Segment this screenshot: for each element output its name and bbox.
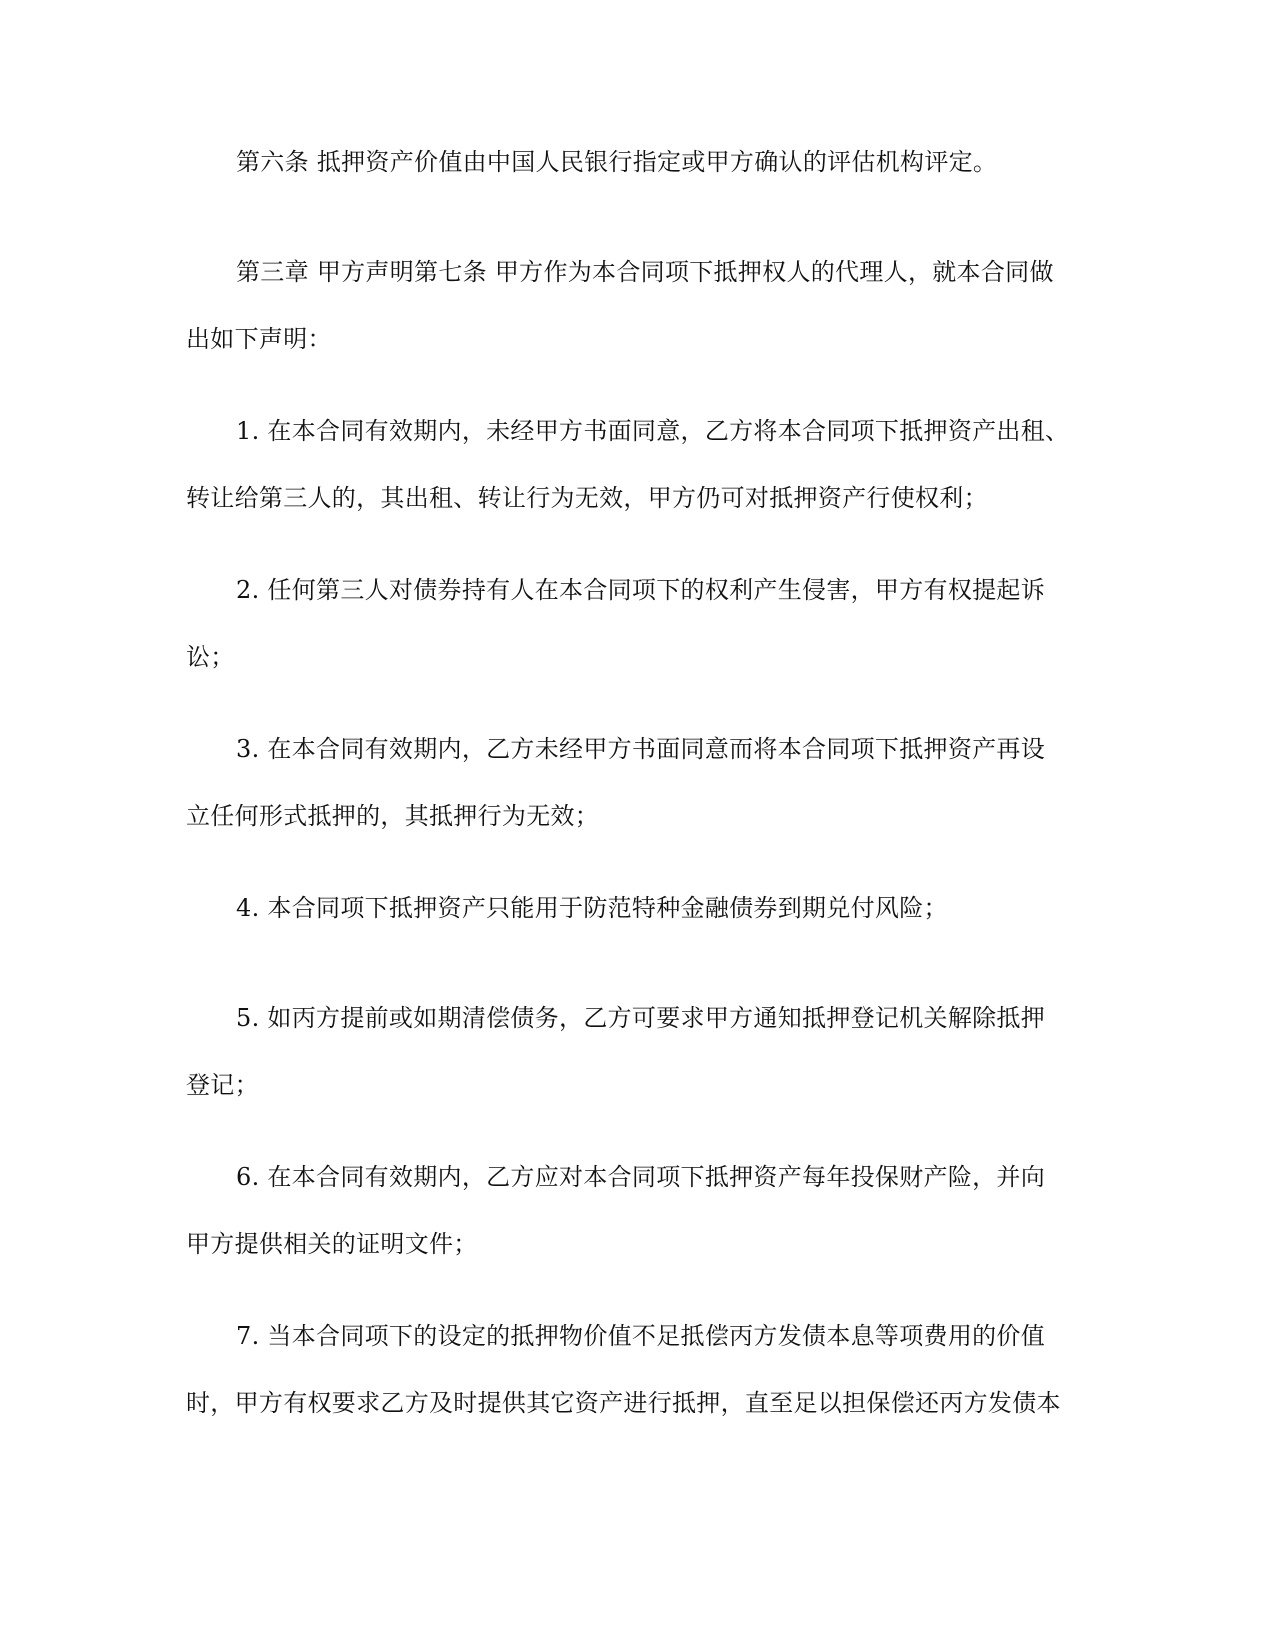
paragraph-line: 2. 任何第三人对债券持有人在本合同项下的权利产生侵害，甲方有权提起诉 (236, 576, 1046, 604)
paragraph-line: 5. 如丙方提前或如期清偿债务，乙方可要求甲方通知抵押登记机关解除抵押 (236, 1004, 1046, 1032)
paragraph-line: 立任何形式抵押的，其抵押行为无效； (186, 802, 600, 830)
paragraph-line: 甲方提供相关的证明文件； (186, 1230, 478, 1258)
paragraph-line: 3. 在本合同有效期内，乙方未经甲方书面同意而将本合同项下抵押资产再设 (236, 735, 1046, 763)
paragraph-line: 登记； (186, 1071, 259, 1099)
paragraph-article-6 (186, 129, 1086, 196)
paragraph-line: 第六条 抵押资产价值由中国人民银行指定或甲方确认的评估机构评定。 (236, 148, 998, 176)
paragraph-line: 6. 在本合同有效期内，乙方应对本合同项下抵押资产每年投保财产险，并向 (236, 1163, 1046, 1191)
paragraph-line: 1. 在本合同有效期内，未经甲方书面同意，乙方将本合同项下抵押资产出租、 (236, 417, 1070, 445)
paragraph-item-7 (186, 1303, 1086, 1437)
paragraph-item-5 (186, 985, 1086, 1119)
paragraph-line: 讼； (186, 643, 235, 671)
paragraph-item-4 (186, 875, 1086, 942)
paragraph-line: 4. 本合同项下抵押资产只能用于防范特种金融债券到期兑付风险； (236, 894, 948, 922)
paragraph-line: 第三章 甲方声明第七条 甲方作为本合同项下抵押权人的代理人，就本合同做 (236, 258, 1054, 286)
paragraph-item-1 (186, 398, 1086, 532)
paragraph-line: 时，甲方有权要求乙方及时提供其它资产进行抵押，直至足以担保偿还丙方发债本 (186, 1389, 1061, 1417)
paragraph-line: 出如下声明： (186, 325, 332, 353)
paragraph-line: 7. 当本合同项下的设定的抵押物价值不足抵偿丙方发债本息等项费用的价值 (236, 1322, 1046, 1350)
paragraph-item-2 (186, 557, 1086, 691)
paragraph-item-6 (186, 1144, 1086, 1278)
paragraph-item-3 (186, 716, 1086, 850)
paragraph-chapter-3-article-7 (186, 239, 1086, 373)
paragraph-line: 转让给第三人的，其出租、转让行为无效，甲方仍可对抵押资产行使权利； (186, 484, 988, 512)
